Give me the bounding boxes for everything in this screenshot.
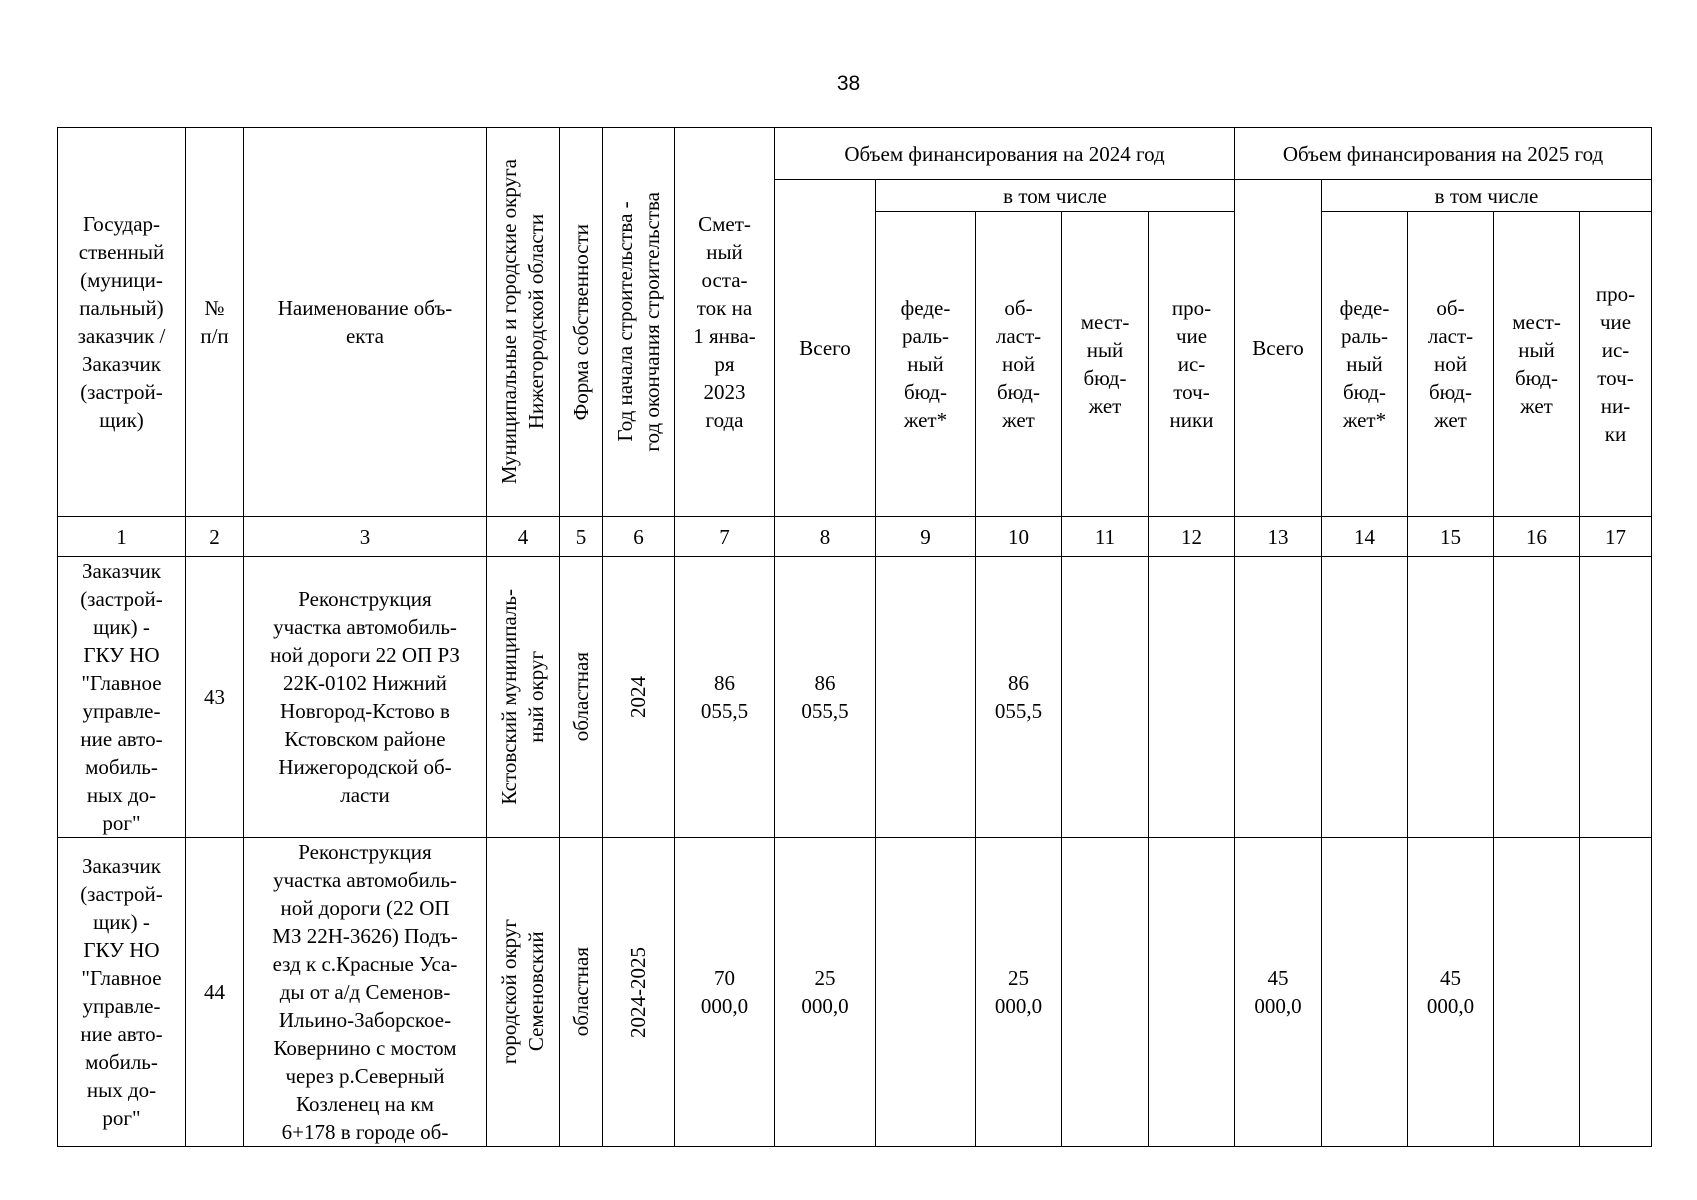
header-object-name: Наименование объ- екта [244, 128, 487, 517]
header-customer: Государ- ственный (муници- пальный) заказчик / Заказчик (застрой- щик) [58, 128, 186, 517]
row-local-2025 [1494, 557, 1580, 838]
row-federal-2025 [1322, 838, 1408, 1147]
row-years [603, 557, 675, 838]
column-number: 6 [603, 517, 675, 557]
header-regional-2024: об- ласт- ной бюд- жет [976, 212, 1062, 517]
header-row-1 [58, 128, 1652, 180]
column-number: 8 [775, 517, 876, 557]
table-row [58, 557, 1652, 838]
header-total-2024: Всего [775, 180, 876, 517]
header-financing-2025: Объем финансирования на 2025 год [1235, 128, 1652, 180]
column-number: 7 [675, 517, 775, 557]
row-other-2024 [1149, 557, 1235, 838]
row-number: 43 [186, 557, 244, 838]
investment-table [57, 127, 1652, 1147]
header-ownership [560, 128, 603, 517]
row-total-2025: 45 000,0 [1235, 838, 1322, 1147]
row-total-2025 [1235, 557, 1322, 838]
header-regional-2025: об- ласт- ной бюд- жет [1408, 212, 1494, 517]
column-number: 15 [1408, 517, 1494, 557]
row-local-2024 [1062, 557, 1149, 838]
row-local-2024 [1062, 838, 1149, 1147]
row-object-name: Реконструкция участка автомобиль- ной дороги (22 ОП МЗ 22Н-3626) Подъ- езд к с.Красные Уса- ды от а/д Семенов- Ильино-Заборское- Ковернино с мостом через р.Северный Козленец на км 6+178 в городе об- [244, 838, 487, 1147]
row-years-text: 2024-2025 [626, 946, 650, 1038]
row-estimate: 70 000,0 [675, 838, 775, 1147]
row-other-2025 [1580, 557, 1652, 838]
row-regional-2024: 86 055,5 [976, 557, 1062, 838]
header-local-2025: мест- ный бюд- жет [1494, 212, 1580, 517]
header-local-2024: мест- ный бюд- жет [1062, 212, 1149, 517]
column-number: 14 [1322, 517, 1408, 557]
row-customer: Заказчик (застрой- щик) - ГКУ НО "Главное управле- ние авто- мобиль- ных до- рог" [58, 838, 186, 1147]
row-district-text: Кстовский муниципаль- ный округ [497, 589, 548, 805]
row-district [487, 838, 560, 1147]
row-total-2024: 86 055,5 [775, 557, 876, 838]
row-local-2025 [1494, 838, 1580, 1147]
header-other-2024: про- чие ис- точ- ники [1149, 212, 1235, 517]
column-number: 16 [1494, 517, 1580, 557]
row-federal-2025 [1322, 557, 1408, 838]
header-federal-2024: феде- раль- ный бюд- жет* [876, 212, 976, 517]
row-federal-2024 [876, 838, 976, 1147]
row-estimate: 86 055,5 [675, 557, 775, 838]
column-number: 5 [560, 517, 603, 557]
row-district-text: городской округ Семеновский [497, 919, 548, 1065]
row-number: 44 [186, 838, 244, 1147]
header-estimate: Смет- ный оста- ток на 1 янва- ря 2023 года [675, 128, 775, 517]
header-total-2025: Всего [1235, 180, 1322, 517]
column-number: 1 [58, 517, 186, 557]
header-federal-2025: феде- раль- ный бюд- жет* [1322, 212, 1408, 517]
column-number: 11 [1062, 517, 1149, 557]
header-number: № п/п [186, 128, 244, 517]
header-districts [487, 128, 560, 517]
column-number: 10 [976, 517, 1062, 557]
row-customer: Заказчик (застрой- щик) - ГКУ НО "Главное управле- ние авто- мобиль- ных до- рог" [58, 557, 186, 838]
column-number: 2 [186, 517, 244, 557]
row-ownership-text: областная [568, 947, 593, 1037]
row-object-name: Реконструкция участка автомобиль- ной дороги 22 ОП РЗ 22К-0102 Нижний Новгород-Кстово в Кстовском районе Нижегородской об- ласти [244, 557, 487, 838]
row-ownership-text: областная [568, 652, 593, 742]
row-ownership [560, 557, 603, 838]
header-years [603, 128, 675, 517]
row-district [487, 557, 560, 838]
header-districts-text: Муниципальные и городские округа Нижегородской области [497, 159, 548, 485]
row-regional-2025: 45 000,0 [1408, 838, 1494, 1147]
header-financing-2024: Объем финансирования на 2024 год [775, 128, 1235, 180]
row-years [603, 838, 675, 1147]
table-row [58, 838, 1652, 1147]
column-number: 3 [244, 517, 487, 557]
page-number: 38 [836, 72, 861, 95]
column-number: 4 [487, 517, 560, 557]
header-ownership-text: Форма собственности [568, 223, 593, 421]
row-ownership [560, 838, 603, 1147]
row-total-2024: 25 000,0 [775, 838, 876, 1147]
row-other-2024 [1149, 838, 1235, 1147]
row-other-2025 [1580, 838, 1652, 1147]
row-years-text: 2024 [626, 676, 650, 718]
column-number: 9 [876, 517, 976, 557]
header-years-text: Год начала строительства - год окончания строительства [612, 192, 664, 452]
column-number: 13 [1235, 517, 1322, 557]
column-numbers-row [58, 517, 1652, 557]
header-other-2025: про- чие ис- точ- ни- ки [1580, 212, 1652, 517]
row-regional-2025 [1408, 557, 1494, 838]
header-including-2025: в том числе [1322, 180, 1652, 212]
column-number: 12 [1149, 517, 1235, 557]
row-federal-2024 [876, 557, 976, 838]
header-including-2024: в том числе [876, 180, 1235, 212]
column-number: 17 [1580, 517, 1652, 557]
row-regional-2024: 25 000,0 [976, 838, 1062, 1147]
